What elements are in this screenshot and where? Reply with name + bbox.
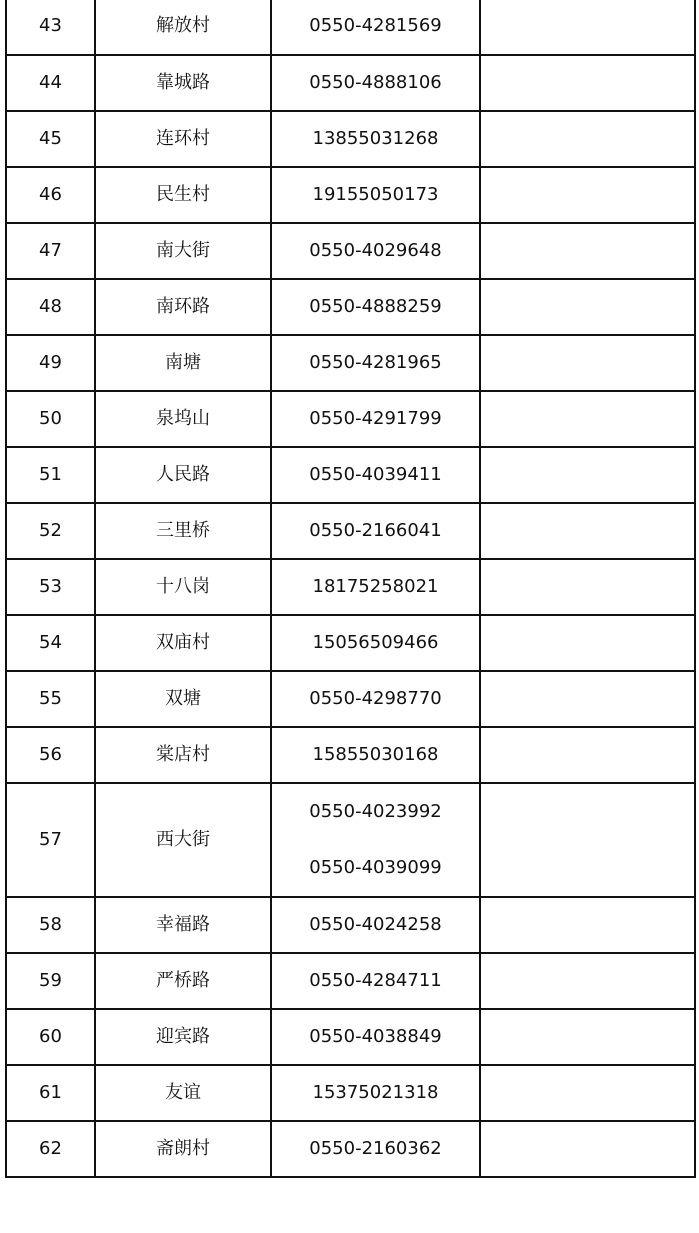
table-row [6, 615, 695, 671]
community-name: 人民路 [95, 447, 271, 503]
note-cell [480, 897, 695, 953]
community-name: 南环路 [95, 279, 271, 335]
phone-cell [271, 503, 480, 559]
table-row [6, 503, 695, 559]
phone-cell [271, 223, 480, 279]
table-body [6, 0, 695, 1177]
community-name: 三里桥 [95, 503, 271, 559]
community-name: 靠城路 [95, 55, 271, 111]
row-number: 55 [6, 671, 95, 727]
table-row [6, 335, 695, 391]
community-name: 泉坞山 [95, 391, 271, 447]
table-row [6, 897, 695, 953]
phone-number: 0550-4298770 [309, 688, 442, 709]
phone-cell [271, 335, 480, 391]
phone-cell [271, 1121, 480, 1177]
row-number: 46 [6, 167, 95, 223]
community-name: 双塘 [95, 671, 271, 727]
row-number: 62 [6, 1121, 95, 1177]
phone-number: 0550-4029648 [309, 240, 442, 261]
row-number: 58 [6, 897, 95, 953]
contact-table [5, 0, 696, 1178]
community-name: 十八岗 [95, 559, 271, 615]
table-row [6, 1121, 695, 1177]
table-row [6, 55, 695, 111]
phone-number: 15855030168 [312, 744, 439, 765]
phone-cell [271, 727, 480, 783]
table-row [6, 559, 695, 615]
row-number: 53 [6, 559, 95, 615]
note-cell [480, 615, 695, 671]
row-number: 50 [6, 391, 95, 447]
community-name: 双庙村 [95, 615, 271, 671]
phone-number: 0550-2166041 [309, 520, 442, 541]
community-name: 解放村 [95, 0, 271, 55]
community-name: 迎宾路 [95, 1009, 271, 1065]
phone-number: 13855031268 [312, 128, 439, 149]
note-cell [480, 1121, 695, 1177]
phone-number: 19155050173 [312, 184, 439, 205]
phone-cell [271, 783, 480, 897]
phone-cell [271, 559, 480, 615]
phone-number: 0550-4023992 [309, 801, 442, 822]
phone-cell [271, 671, 480, 727]
row-number: 48 [6, 279, 95, 335]
note-cell [480, 447, 695, 503]
table-row [6, 447, 695, 503]
row-number: 52 [6, 503, 95, 559]
phone-number: 0550-4281569 [309, 15, 442, 36]
phone-number: 0550-2160362 [309, 1138, 442, 1159]
phone-cell [271, 0, 480, 55]
note-cell [480, 0, 695, 55]
community-name: 南大街 [95, 223, 271, 279]
phone-number: 0550-4281965 [309, 352, 442, 373]
note-cell [480, 223, 695, 279]
row-number: 54 [6, 615, 95, 671]
note-cell [480, 727, 695, 783]
note-cell [480, 783, 695, 897]
phone-number: 0550-4888259 [309, 296, 442, 317]
phone-number: 0550-4039099 [309, 857, 442, 878]
row-number: 47 [6, 223, 95, 279]
phone-cell [271, 1009, 480, 1065]
note-cell [480, 55, 695, 111]
note-cell [480, 503, 695, 559]
note-cell [480, 279, 695, 335]
table-row [6, 223, 695, 279]
table-row [6, 1065, 695, 1121]
table-row [6, 167, 695, 223]
table-row [6, 783, 695, 897]
community-name: 民生村 [95, 167, 271, 223]
row-number: 51 [6, 447, 95, 503]
note-cell [480, 559, 695, 615]
phone-cell [271, 447, 480, 503]
note-cell [480, 111, 695, 167]
phone-number: 15056509466 [312, 632, 439, 653]
note-cell [480, 335, 695, 391]
row-number: 59 [6, 953, 95, 1009]
phone-cell [271, 111, 480, 167]
community-name: 连环村 [95, 111, 271, 167]
community-name: 友谊 [95, 1065, 271, 1121]
phone-number: 18175258021 [312, 576, 439, 597]
table-row [6, 279, 695, 335]
table-row [6, 1009, 695, 1065]
community-name: 幸福路 [95, 897, 271, 953]
note-cell [480, 953, 695, 1009]
table-row [6, 727, 695, 783]
note-cell [480, 391, 695, 447]
phone-number: 0550-4038849 [309, 1026, 442, 1047]
row-number: 57 [6, 783, 95, 897]
phone-cell [271, 279, 480, 335]
phone-cell [271, 897, 480, 953]
phone-cell [271, 55, 480, 111]
table-row [6, 671, 695, 727]
row-number: 45 [6, 111, 95, 167]
phone-cell [271, 953, 480, 1009]
community-name: 棠店村 [95, 727, 271, 783]
phone-number: 0550-4039411 [309, 464, 442, 485]
note-cell [480, 671, 695, 727]
phone-number: 15375021318 [312, 1082, 439, 1103]
note-cell [480, 1065, 695, 1121]
phone-number: 0550-4024258 [309, 914, 442, 935]
note-cell [480, 167, 695, 223]
row-number: 44 [6, 55, 95, 111]
row-number: 60 [6, 1009, 95, 1065]
community-name: 南塘 [95, 335, 271, 391]
row-number: 43 [6, 0, 95, 55]
table-row [6, 953, 695, 1009]
phone-number: 0550-4291799 [309, 408, 442, 429]
community-name: 西大街 [95, 783, 271, 897]
note-cell [480, 1009, 695, 1065]
row-number: 49 [6, 335, 95, 391]
phone-cell [271, 615, 480, 671]
community-name: 斋朗村 [95, 1121, 271, 1177]
row-number: 61 [6, 1065, 95, 1121]
row-number: 56 [6, 727, 95, 783]
phone-number: 0550-4888106 [309, 72, 442, 93]
phone-cell [271, 1065, 480, 1121]
table-row [6, 391, 695, 447]
phone-cell [271, 167, 480, 223]
table-row [6, 111, 695, 167]
table-row [6, 0, 695, 55]
phone-number: 0550-4284711 [309, 970, 442, 991]
phone-cell [271, 391, 480, 447]
community-name: 严桥路 [95, 953, 271, 1009]
